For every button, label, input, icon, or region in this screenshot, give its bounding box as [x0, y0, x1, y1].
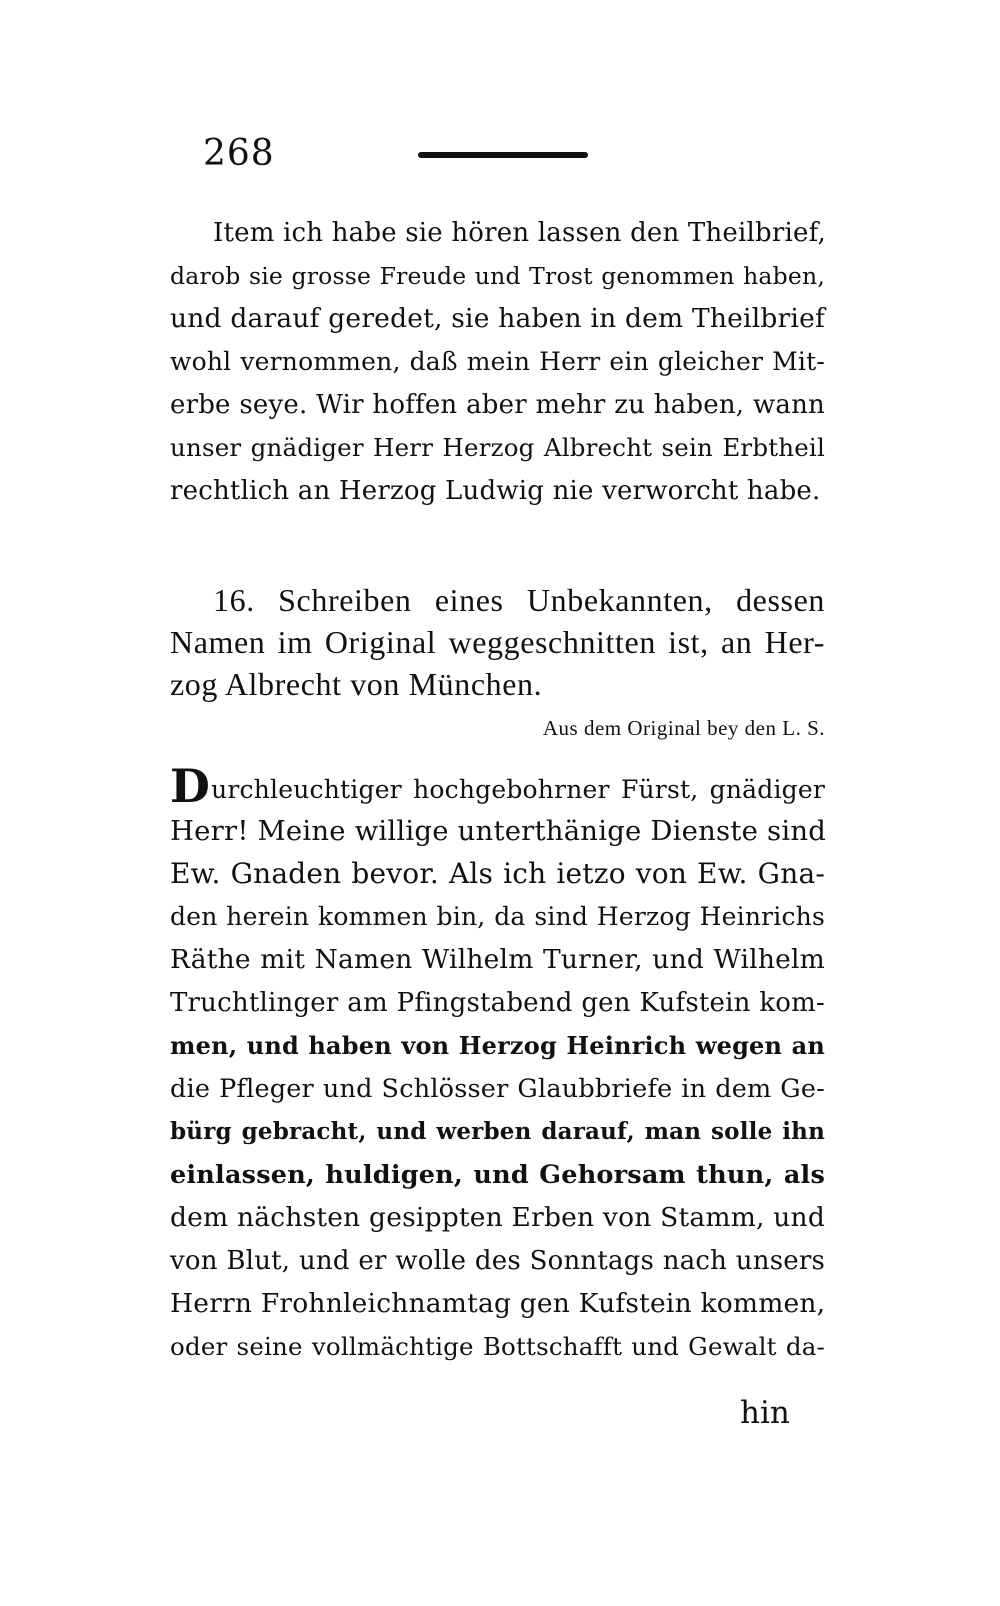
letter-line: die Pfleger und Schlösser Glaubbriefe in dem Ge-	[170, 1074, 825, 1104]
page-number: 268	[203, 133, 275, 174]
letter-line: oder seine vollmächtige Bottschafft und Gewalt da-	[170, 1332, 825, 1361]
section-heading-line: 16. Schreiben eines Unbekannten, dessen	[213, 582, 825, 618]
text-line: Item ich habe sie hören lassen den Theilbrief,	[213, 218, 826, 248]
text-line: und darauf geredet, sie haben in dem Theilbrief	[170, 303, 825, 334]
section-heading-line: zog Albrecht von München.	[170, 666, 543, 702]
letter-line: Herrn Frohnleichnamtag gen Kufstein kommen,	[170, 1288, 826, 1319]
letter-line: Herr! Meine willige unterthänige Dienste sind	[170, 815, 827, 847]
letter-line: einlassen, huldigen, und Gehorsam thun, als	[170, 1160, 825, 1190]
letter-line: men, und haben von Herzog Heinrich wegen an	[170, 1031, 825, 1060]
drop-cap: D	[170, 759, 211, 813]
catchword: hin	[740, 1395, 790, 1431]
text-line: unser gnädiger Herr Herzog Albrecht sein Erbtheil	[170, 433, 825, 462]
letter-line: Ew. Gnaden bevor. Als ich ietzo von Ew. Gna-	[170, 857, 825, 890]
text-line: erbe seye. Wir hoffen aber mehr zu haben, wann	[170, 390, 825, 420]
letter-line: bürg gebracht, und werben darauf, man solle ihn	[170, 1118, 825, 1145]
letter-line: von Blut, und er wolle des Sonntags nach unsers	[170, 1246, 825, 1276]
source-note: Aus dem Original bey den L. S.	[542, 716, 825, 740]
text-line: rechtlich an Herzog Ludwig nie verworcht habe.	[170, 476, 821, 506]
header-rule	[418, 152, 588, 158]
text-line: darob sie grosse Freude und Trost genommen haben,	[170, 262, 825, 290]
letter-first-line-text: urchleuchtiger hochgebohrner Fürst, gnädiger	[211, 775, 825, 804]
letter-line: Räthe mit Namen Wilhelm Turner, und Wilhelm	[170, 944, 825, 975]
letter-first-line	[170, 759, 825, 813]
section-heading-line: Namen im Original weggeschnitten ist, an Her-	[170, 624, 825, 660]
letter-line: den herein kommen bin, da sind Herzog Heinrichs	[170, 902, 825, 931]
letter-line: Truchtlinger am Pfingstabend gen Kufstein kom-	[170, 988, 825, 1018]
text-line: wohl vernommen, daß mein Herr ein gleicher Mit-	[170, 347, 825, 376]
letter-line: dem nächsten gesippten Erben von Stamm, und	[170, 1202, 825, 1233]
